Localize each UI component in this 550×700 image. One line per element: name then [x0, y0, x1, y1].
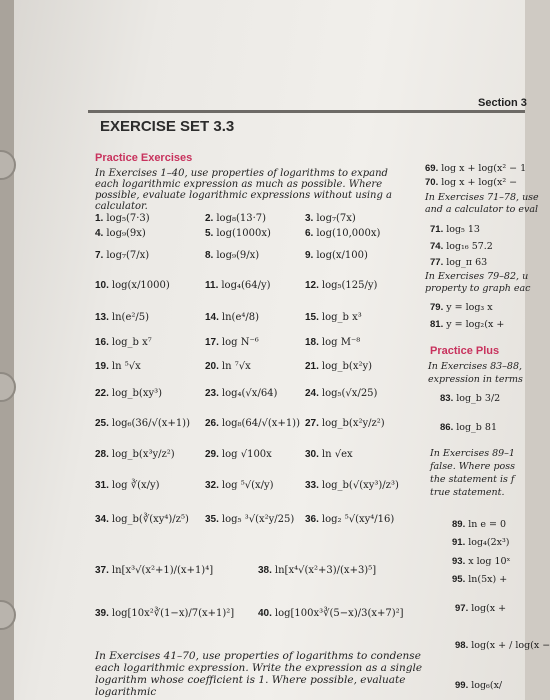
exercise-text: log(x/1000) — [111, 280, 170, 291]
exercise-number: 29. — [205, 449, 219, 460]
exercise-item — [305, 418, 385, 429]
exercise-number: 17. — [205, 337, 219, 348]
exercise-number: 28. — [95, 449, 109, 460]
exercise-text: log₇(7x) — [316, 213, 356, 224]
exercise-95 — [452, 574, 507, 585]
exercise-74 — [430, 241, 493, 252]
exercise-text: log₄(2x³) — [468, 537, 510, 548]
exercise-number: 31. — [95, 480, 109, 491]
exercise-item — [95, 565, 213, 576]
right-instructions: In Exercises 89–1 — [430, 448, 515, 459]
right-instructions: the statement is f — [430, 474, 515, 485]
exercise-text: log[100x³∛(5−x)/3(x+7)²] — [274, 608, 404, 619]
exercise-text: log_b(x²y) — [321, 361, 373, 372]
exercise-text: ln[x³√(x²+1)/(x+1)⁴] — [111, 565, 214, 576]
exercise-number: 26. — [205, 418, 219, 429]
exercise-item — [95, 388, 162, 399]
exercise-77 — [430, 257, 487, 268]
exercise-number: 36. — [305, 514, 319, 525]
exercise-number: 16. — [95, 337, 109, 348]
exercise-item — [205, 337, 259, 348]
exercise-item — [305, 228, 380, 239]
exercise-text: log_b 81 — [456, 422, 497, 433]
right-instructions: true statement. — [430, 487, 505, 498]
exercise-number: 34. — [95, 514, 109, 525]
exercise-text: log √100x — [221, 449, 272, 460]
exercise-number: 77. — [430, 257, 444, 268]
exercise-number: 30. — [305, 449, 319, 460]
exercise-item — [205, 280, 271, 291]
exercise-item — [305, 480, 399, 491]
exercise-number: 89. — [452, 519, 466, 530]
exercise-89 — [452, 519, 506, 530]
exercise-item — [258, 608, 404, 619]
exercise-item — [205, 213, 266, 224]
right-instructions: property to graph eac — [425, 283, 531, 294]
exercise-text: log_b x⁷ — [111, 337, 152, 348]
exercise-81 — [430, 319, 504, 330]
exercise-text: log ∛(x/y) — [111, 480, 160, 491]
exercise-number: 2. — [205, 213, 214, 224]
exercise-item — [205, 388, 277, 399]
exercise-number: 8. — [205, 250, 214, 261]
exercise-number: 20. — [205, 361, 219, 372]
exercise-71 — [430, 224, 480, 235]
exercise-number: 83. — [440, 393, 454, 404]
exercise-number: 69. — [425, 163, 439, 174]
exercise-text: log(x + / log(x − — [471, 640, 550, 651]
exercise-number: 4. — [95, 228, 104, 239]
exercise-text: log_b 3/2 — [456, 393, 501, 404]
exercise-item — [95, 480, 160, 491]
exercise-number: 5. — [205, 228, 214, 239]
exercise-number: 79. — [430, 302, 444, 313]
exercise-number: 25. — [95, 418, 109, 429]
exercise-number: 39. — [95, 608, 109, 619]
exercise-number: 1. — [95, 213, 104, 224]
exercise-text: log₅ ³√(x²y/25) — [221, 514, 295, 525]
exercise-item — [205, 228, 271, 239]
exercise-text: log₁₆ 57.2 — [446, 241, 493, 252]
exercise-item — [95, 250, 149, 261]
exercise-number: 7. — [95, 250, 104, 261]
exercise-text: ln ⁵√x — [111, 361, 141, 372]
exercise-text: ln ⁷√x — [221, 361, 251, 372]
exercise-text: log(1000x) — [216, 228, 271, 239]
exercise-item — [305, 213, 356, 224]
right-instructions: In Exercises 83–88, — [428, 361, 523, 372]
exercise-text: log M⁻⁸ — [321, 337, 361, 348]
exercise-text: log₉(9x) — [106, 228, 146, 239]
exercise-text: log₅(√x/25) — [321, 388, 378, 399]
exercise-text: ln √ex — [321, 449, 353, 460]
exercise-number: 70. — [425, 177, 439, 188]
exercise-text: log(x/100) — [316, 250, 368, 261]
exercise-text: log x + log(x² − — [441, 177, 518, 188]
exercise-text: y = log₂(x + — [446, 319, 505, 330]
exercise-number: 95. — [452, 574, 466, 585]
exercise-text: ln(e²/5) — [111, 312, 150, 323]
exercise-69 — [425, 163, 526, 174]
exercise-number: 23. — [205, 388, 219, 399]
exercise-item — [95, 312, 149, 323]
right-instructions: and a calculator to eval — [425, 204, 539, 215]
exercise-text: log(x + — [471, 603, 507, 614]
exercise-text: log₅(125/y) — [321, 280, 378, 291]
exercise-number: 12. — [305, 280, 319, 291]
header-rule — [88, 110, 525, 113]
exercise-text: log₈(64/√(x+1)) — [221, 418, 300, 429]
right-instructions: false. Where poss — [430, 461, 515, 472]
exercise-text: log₆(x/ — [471, 680, 503, 691]
exercise-item — [205, 514, 294, 525]
exercise-item — [205, 480, 274, 491]
exercise-text: log₆(36/√(x+1)) — [111, 418, 190, 429]
exercise-text: log₅(7·3) — [106, 213, 150, 224]
exercise-text: log_b(∛(xy⁴)/z⁵) — [111, 514, 189, 525]
right-instructions: In Exercises 79–82, u — [425, 271, 529, 282]
section-header: Section 3 — [478, 97, 527, 109]
exercise-item — [305, 337, 360, 348]
exercise-text: log[10x²∛(1−x)/7(x+1)²] — [111, 608, 235, 619]
exercise-number: 21. — [305, 361, 319, 372]
exercise-item — [305, 449, 353, 460]
exercise-83 — [440, 393, 500, 404]
exercise-number: 98. — [455, 640, 469, 651]
exercise-text: log_b(x²y/z²) — [321, 418, 385, 429]
exercise-item — [305, 312, 362, 323]
exercise-text: ln(e⁴/8) — [221, 312, 260, 323]
binder-edge — [0, 0, 14, 700]
exercise-text: log x + log(x² − 1 — [441, 163, 527, 174]
exercise-item — [258, 565, 376, 576]
exercise-item — [205, 418, 300, 429]
exercise-set-title: EXERCISE SET 3.3 — [100, 118, 235, 135]
exercise-item — [95, 449, 175, 460]
exercise-item — [95, 361, 141, 372]
exercise-text: log₇(7/x) — [106, 250, 150, 261]
exercise-number: 71. — [430, 224, 444, 235]
exercise-number: 74. — [430, 241, 444, 252]
exercise-item — [305, 361, 372, 372]
exercise-number: 22. — [95, 388, 109, 399]
exercise-item — [305, 250, 368, 261]
exercise-number: 11. — [205, 280, 219, 291]
exercise-number: 35. — [205, 514, 219, 525]
exercise-number: 33. — [305, 480, 319, 491]
exercise-93 — [452, 556, 511, 567]
exercise-text: log₉(9/x) — [216, 250, 260, 261]
exercise-text: log_b(x³y/z²) — [111, 449, 175, 460]
exercise-text: ln(5x) + — [468, 574, 508, 585]
instructions: In Exercises 1–40, use properties of logarithms to expand each logarithmic expression as much as possible. Where possible, evaluate logarithmic expressions without using a calculator. — [95, 168, 393, 212]
exercise-91 — [452, 537, 510, 548]
exercise-text: log_π 63 — [446, 257, 488, 268]
exercise-number: 81. — [430, 319, 444, 330]
exercise-number: 13. — [95, 312, 109, 323]
exercise-text: log₅ 13 — [446, 224, 480, 235]
exercise-number: 93. — [452, 556, 466, 567]
right-instructions: expression in terms — [428, 374, 523, 385]
exercise-number: 32. — [205, 480, 219, 491]
exercise-number: 40. — [258, 608, 272, 619]
exercise-text: log_b(xy³) — [111, 388, 163, 399]
exercise-number: 38. — [258, 565, 272, 576]
exercise-item — [95, 514, 189, 525]
exercise-number: 9. — [305, 250, 314, 261]
exercise-number: 19. — [95, 361, 109, 372]
exercise-item — [205, 250, 259, 261]
exercise-number: 99. — [455, 680, 469, 691]
exercise-item — [95, 280, 170, 291]
exercise-number: 37. — [95, 565, 109, 576]
exercise-99 — [455, 680, 502, 691]
exercise-item — [95, 228, 146, 239]
exercise-text: log_b(√(xy³)/z³) — [321, 480, 399, 491]
exercise-97 — [455, 603, 506, 614]
exercise-text: log ⁵√(x/y) — [221, 480, 274, 491]
exercise-item — [95, 337, 152, 348]
exercise-text: log₈(13·7) — [216, 213, 267, 224]
exercise-item — [95, 418, 190, 429]
exercise-text: log N⁻⁶ — [221, 337, 259, 348]
exercise-item — [305, 514, 394, 525]
exercise-item — [95, 213, 150, 224]
exercise-number: 97. — [455, 603, 469, 614]
exercise-number: 18. — [305, 337, 319, 348]
exercise-98 — [455, 640, 550, 651]
exercise-number: 91. — [452, 537, 466, 548]
practice-heading: Practice Exercises — [95, 152, 193, 164]
exercise-text: log₄(√x/64) — [221, 388, 278, 399]
exercise-number: 24. — [305, 388, 319, 399]
bottom-instructions: In Exercises 41–70, use properties of logarithms to condense each logarithmic expression. Write the expression as a single logarithm whose coefficient is 1. Where possible, evaluate logarithmic — [95, 650, 423, 698]
exercise-text: log_b x³ — [321, 312, 362, 323]
exercise-number: 14. — [205, 312, 219, 323]
exercise-item — [95, 608, 234, 619]
practice-plus-heading: Practice Plus — [430, 345, 500, 357]
exercise-item — [205, 312, 259, 323]
exercise-number: 86. — [440, 422, 454, 433]
exercise-number: 6. — [305, 228, 314, 239]
exercise-text: log₄(64/y) — [221, 280, 271, 291]
exercise-number: 3. — [305, 213, 314, 224]
exercise-number: 10. — [95, 280, 109, 291]
exercise-79 — [430, 302, 493, 313]
exercise-text: ln[x⁴√(x²+3)/(x+3)⁵] — [274, 565, 377, 576]
exercise-text: ln e = 0 — [468, 519, 507, 530]
exercise-text: y = log₃ x — [446, 302, 493, 313]
exercise-text: log₂ ⁵√(xy⁴/16) — [321, 514, 395, 525]
exercise-86 — [440, 422, 497, 433]
exercise-item — [305, 280, 377, 291]
exercise-item — [305, 388, 377, 399]
exercise-item — [205, 449, 272, 460]
exercise-item — [205, 361, 251, 372]
exercise-number: 27. — [305, 418, 319, 429]
exercise-text: log(10,000x) — [316, 228, 381, 239]
exercise-text: x log 10ˣ — [468, 556, 511, 567]
exercise-70 — [425, 177, 517, 188]
right-instructions: In Exercises 71–78, use — [425, 192, 539, 203]
exercise-number: 15. — [305, 312, 319, 323]
